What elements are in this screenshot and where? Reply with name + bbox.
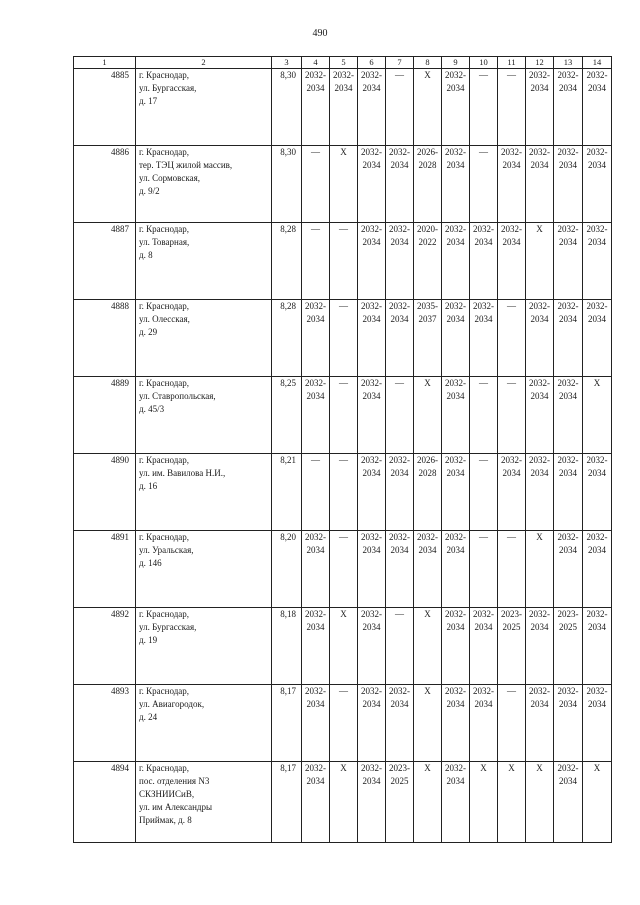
period-cell-col-5: X [330,608,358,685]
address-line: ул. Бургасская, [139,622,197,632]
period-cell-col-4: 2032- 2034 [302,608,330,685]
period-cell-col-8: 2032- 2034 [414,531,442,608]
period-cell-col-13: 2032- 2034 [554,223,583,300]
address-line: СКЗНИИСиВ, [139,789,195,799]
period-cell-col-13: 2032- 2034 [554,762,583,843]
address-line: тер. ТЭЦ жилой массив, [139,160,233,170]
period-cell-col-8: 2035- 2037 [414,300,442,377]
period-cell-col-13: 2032- 2034 [554,69,583,146]
row-number: 4886 [74,146,136,223]
address-line: г. Краснодар, [139,224,190,234]
column-number-6: 6 [358,57,386,69]
period-cell-col-14: 2032- 2034 [583,69,612,146]
table-row [74,300,612,377]
period-cell-col-6: 2032- 2034 [358,69,386,146]
period-cell-col-13: 2032- 2034 [554,531,583,608]
value-cell: 8,17 [272,762,302,843]
period-cell-col-7: 2023- 2025 [386,762,414,843]
row-number: 4894 [74,762,136,843]
column-number-3: 3 [272,57,302,69]
period-cell-col-7: 2032- 2034 [386,454,414,531]
period-cell-col-6: 2032- 2034 [358,377,386,454]
value-cell: 8,17 [272,685,302,762]
period-cell-col-5: — [330,454,358,531]
period-cell-col-9: 2032- 2034 [442,454,470,531]
address-line: ул. Уральская, [139,545,194,555]
period-cell-col-4: 2032- 2034 [302,531,330,608]
period-cell-col-13: 2032- 2034 [554,454,583,531]
period-cell-col-12: 2032- 2034 [526,69,554,146]
period-cell-col-8: X [414,685,442,762]
table-body [74,69,612,843]
table-row [74,223,612,300]
period-cell-col-7: 2032- 2034 [386,685,414,762]
period-cell-col-10: X [470,762,498,843]
period-cell-col-5: — [330,223,358,300]
row-number: 4892 [74,608,136,685]
row-number: 4890 [74,454,136,531]
address-cell [136,762,272,843]
period-cell-col-12: 2032- 2034 [526,685,554,762]
period-cell-col-6: 2032- 2034 [358,454,386,531]
period-cell-col-12: X [526,762,554,843]
period-cell-col-9: 2032- 2034 [442,377,470,454]
period-cell-col-10: — [470,531,498,608]
row-number: 4889 [74,377,136,454]
column-number-4: 4 [302,57,330,69]
period-cell-col-11: — [498,377,526,454]
period-cell-col-14: 2032- 2034 [583,300,612,377]
value-cell: 8,28 [272,300,302,377]
address-line: г. Краснодар, [139,763,190,773]
period-cell-col-12: 2032- 2034 [526,608,554,685]
address-line: г. Краснодар, [139,609,190,619]
column-number-12: 12 [526,57,554,69]
row-number: 4887 [74,223,136,300]
period-cell-col-4: 2032- 2034 [302,300,330,377]
address-line: г. Краснодар, [139,301,190,311]
period-cell-col-9: 2032- 2034 [442,223,470,300]
address-cell [136,146,272,223]
period-cell-col-4: 2032- 2034 [302,69,330,146]
period-cell-col-10: — [470,377,498,454]
period-cell-col-6: 2032- 2034 [358,685,386,762]
period-cell-col-11: X [498,762,526,843]
address-line: г. Краснодар, [139,70,190,80]
period-cell-col-12: X [526,531,554,608]
period-cell-col-9: 2032- 2034 [442,146,470,223]
address-line: д. 19 [139,635,158,645]
address-line: ул. им Александры [139,802,213,812]
value-cell: 8,28 [272,223,302,300]
period-cell-col-13: 2032- 2034 [554,685,583,762]
column-number-10: 10 [470,57,498,69]
period-cell-col-14: 2032- 2034 [583,685,612,762]
table-row [74,146,612,223]
table-row [74,454,612,531]
period-cell-col-11: — [498,69,526,146]
period-cell-col-11: 2023- 2025 [498,608,526,685]
address-cell [136,377,272,454]
column-number-14: 14 [583,57,612,69]
register-table [73,56,612,843]
value-cell: 8,20 [272,531,302,608]
address-cell [136,608,272,685]
period-cell-col-9: 2032- 2034 [442,69,470,146]
column-number-7: 7 [386,57,414,69]
table-row [74,531,612,608]
period-cell-col-6: 2032- 2034 [358,608,386,685]
period-cell-col-12: 2032- 2034 [526,454,554,531]
value-cell: 8,30 [272,146,302,223]
address-cell [136,685,272,762]
period-cell-col-9: 2032- 2034 [442,762,470,843]
period-cell-col-10: — [470,454,498,531]
period-cell-col-11: 2032- 2034 [498,223,526,300]
period-cell-col-14: 2032- 2034 [583,454,612,531]
address-line: ул. Авиагородок, [139,699,205,709]
period-cell-col-13: 2032- 2034 [554,300,583,377]
table-row [74,608,612,685]
period-cell-col-8: 2026- 2028 [414,146,442,223]
period-cell-col-12: 2032- 2034 [526,377,554,454]
period-cell-col-9: 2032- 2034 [442,531,470,608]
period-cell-col-4: — [302,454,330,531]
address-line: г. Краснодар, [139,378,190,388]
address-cell [136,69,272,146]
period-cell-col-11: — [498,685,526,762]
address-line: д. 146 [139,558,162,568]
period-cell-col-5: — [330,377,358,454]
period-cell-col-7: 2032- 2034 [386,300,414,377]
address-line: д. 29 [139,327,158,337]
row-number: 4893 [74,685,136,762]
period-cell-col-5: — [330,685,358,762]
period-cell-col-8: X [414,608,442,685]
table-row [74,685,612,762]
address-line: Приймак, д. 8 [139,815,192,825]
period-cell-col-9: 2032- 2034 [442,300,470,377]
period-cell-col-6: 2032- 2034 [358,300,386,377]
period-cell-col-10: — [470,146,498,223]
address-cell [136,531,272,608]
address-line: д. 17 [139,96,158,106]
period-cell-col-12: 2032- 2034 [526,300,554,377]
address-line: г. Краснодар, [139,686,190,696]
period-cell-col-4: 2032- 2034 [302,762,330,843]
period-cell-col-9: 2032- 2034 [442,685,470,762]
address-line: ул. им. Вавилова Н.И., [139,468,226,478]
period-cell-col-7: — [386,608,414,685]
table-row [74,762,612,843]
period-cell-col-7: 2032- 2034 [386,531,414,608]
address-cell [136,454,272,531]
period-cell-col-14: 2032- 2034 [583,608,612,685]
address-line: г. Краснодар, [139,147,190,157]
period-cell-col-8: X [414,69,442,146]
column-number-row [74,57,612,69]
period-cell-col-4: 2032- 2034 [302,377,330,454]
period-cell-col-10: 2032- 2034 [470,223,498,300]
address-line: ул. Товарная, [139,237,190,247]
column-number-11: 11 [498,57,526,69]
period-cell-col-5: 2032- 2034 [330,69,358,146]
period-cell-col-10: — [470,69,498,146]
period-cell-col-13: 2032- 2034 [554,146,583,223]
period-cell-col-14: 2032- 2034 [583,146,612,223]
period-cell-col-10: 2032- 2034 [470,608,498,685]
period-cell-col-10: 2032- 2034 [470,300,498,377]
period-cell-col-6: 2032- 2034 [358,762,386,843]
period-cell-col-5: X [330,762,358,843]
table-row [74,69,612,146]
period-cell-col-7: 2032- 2034 [386,223,414,300]
address-line: д. 8 [139,250,153,260]
row-number: 4891 [74,531,136,608]
period-cell-col-6: 2032- 2034 [358,531,386,608]
address-line: ул. Олесская, [139,314,190,324]
address-line: д. 24 [139,712,158,722]
period-cell-col-14: X [583,377,612,454]
address-cell [136,300,272,377]
period-cell-col-8: 2026- 2028 [414,454,442,531]
period-cell-col-7: — [386,377,414,454]
period-cell-col-14: 2032- 2034 [583,531,612,608]
period-cell-col-12: X [526,223,554,300]
period-cell-col-13: 2032- 2034 [554,377,583,454]
address-line: г. Краснодар, [139,455,190,465]
period-cell-col-10: 2032- 2034 [470,685,498,762]
period-cell-col-12: 2032- 2034 [526,146,554,223]
row-number: 4885 [74,69,136,146]
period-cell-col-8: 2020- 2022 [414,223,442,300]
address-line: г. Краснодар, [139,532,190,542]
column-number-13: 13 [554,57,583,69]
column-number-2: 2 [136,57,272,69]
period-cell-col-11: 2032- 2034 [498,146,526,223]
period-cell-col-4: — [302,146,330,223]
period-cell-col-14: 2032- 2034 [583,223,612,300]
period-cell-col-6: 2032- 2034 [358,146,386,223]
period-cell-col-11: 2032- 2034 [498,454,526,531]
column-number-8: 8 [414,57,442,69]
column-number-5: 5 [330,57,358,69]
period-cell-col-5: X [330,146,358,223]
address-line: ул. Бургасская, [139,83,197,93]
period-cell-col-4: 2032- 2034 [302,685,330,762]
period-cell-col-11: — [498,531,526,608]
address-line: ул. Ставропольская, [139,391,216,401]
address-line: пос. отделения N3 [139,776,210,786]
period-cell-col-13: 2023- 2025 [554,608,583,685]
period-cell-col-7: — [386,69,414,146]
value-cell: 8,18 [272,608,302,685]
period-cell-col-14: X [583,762,612,843]
period-cell-col-11: — [498,300,526,377]
page-number: 490 [312,28,328,39]
row-number: 4888 [74,300,136,377]
period-cell-col-5: — [330,300,358,377]
value-cell: 8,30 [272,69,302,146]
value-cell: 8,25 [272,377,302,454]
address-line: д. 16 [139,481,158,491]
value-cell: 8,21 [272,454,302,531]
address-cell [136,223,272,300]
period-cell-col-4: — [302,223,330,300]
table-row [74,377,612,454]
period-cell-col-8: X [414,762,442,843]
address-line: д. 45/3 [139,404,165,414]
column-number-1: 1 [74,57,136,69]
period-cell-col-8: X [414,377,442,454]
address-line: д. 9/2 [139,186,160,196]
period-cell-col-6: 2032- 2034 [358,223,386,300]
period-cell-col-7: 2032- 2034 [386,146,414,223]
column-number-9: 9 [442,57,470,69]
address-line: ул. Сормовская, [139,173,200,183]
period-cell-col-5: — [330,531,358,608]
period-cell-col-9: 2032- 2034 [442,608,470,685]
